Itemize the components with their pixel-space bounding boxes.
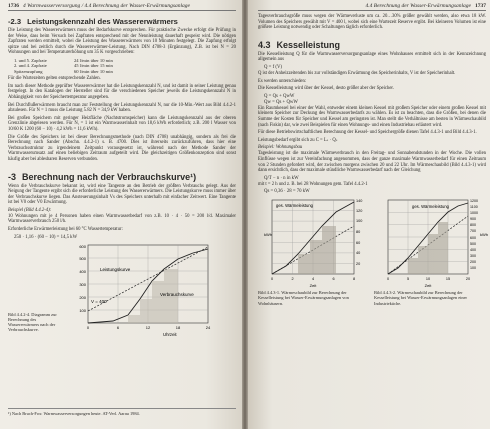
paragraph: Bei großen Speichern mit geringer Heizfläche (Nachtstromspeicher) kann die Leistungskennzahl aus der oberen Grenzlinie abgelesen werden. Für N, = 1 ist ein Warmwasserinhalt von 18,6 kWh erforderlich; z.B. 200 l Wasser von 10/60 K 1200 (60 − 10) · 4,2 kWh = 11,6 kWh). <box>8 115 236 132</box>
y-ticks <box>470 199 478 270</box>
y-axis-label: kWh <box>480 232 488 238</box>
table-row <box>14 69 236 74</box>
formula: Q = Qs + QwW <box>264 93 295 99</box>
table-cell: 60 l/min über 10 min <box>74 68 113 74</box>
x-tick: 10 <box>425 277 431 282</box>
y-tick: 300 <box>470 254 476 259</box>
y-tick: 500 <box>79 255 86 261</box>
x-ticks <box>87 325 211 330</box>
section-number: 4.3 <box>258 39 271 50</box>
right-running-head-text: 4.4 Berechnung der Wasser-Erwärmungsanlage <box>365 3 471 9</box>
figure-caption: Bild 4.4.2-4. Diagramm zur Berechnung des Wassererwärmers nach der Verbrauchskurve. <box>8 311 57 333</box>
formula: Q = f (V) <box>264 64 283 70</box>
x-tick: 15 <box>445 277 451 282</box>
paragraph: Wenn die Verbrauchskurve bekannt ist, wird eine Tangente an den Betrieb der größten Verbrauchs gelegt. Aus der Neigung der Tangente ergibt sich die erforderliche Leistung des Wassererwärmers. Die Leistungskurve muss immer über der Verbrauchskurve liegen. Das Ansteuerungsinhalt Vs des Speichers unterhalb mit einfacher Zeitwert. Eine Tangente ist bei V0 oder V0 Erwärmung. <box>8 183 236 206</box>
right-page-number: 1737 <box>475 3 486 9</box>
x-tick: 12 <box>145 324 151 330</box>
y-tick: 80 <box>356 230 361 235</box>
x-tick: 0 <box>386 277 390 282</box>
x-tick: 0 <box>270 277 274 282</box>
y-tick: 120 <box>356 209 363 214</box>
x-axis-label: Zeit <box>309 283 317 289</box>
verbrauchskurve-label: Verbrauchskurve <box>160 291 194 297</box>
x-axis-label: Uhrzeit <box>163 331 177 337</box>
y-tick: 100 <box>470 266 476 271</box>
paragraph: Bei Durchflußerwärmern braucht man zur Feststellung der Leistungskennzahl N, nur die 10-Min.-Wert aus Bild 4.4.2-1 abzulesen. Für N = 1 muss die Leistung 5.82 N = 34,9 kW haben. <box>8 102 236 114</box>
y-ticks <box>79 244 86 313</box>
section-number: -3 <box>8 171 17 182</box>
figure-caption: Bild 4.4.3-2. Wärmeschaubild zur Berechnung der Kesselleistung bei Wasser-Erwärmungsanlagen einer Industrieküche. <box>374 290 467 306</box>
y-tick: 1000 <box>470 211 478 216</box>
paragraph: Q ist der Anheizzeitenden bis zur vollständigen Erwärmung des Speicherinhalts, V ist der Speicherinhalt. <box>258 70 456 76</box>
y-tick: 100 <box>79 307 86 313</box>
y-ticks <box>356 199 362 266</box>
paragraph: mit t = 2 h und z. B. bei 28 Wohnungen gem. Tafel 4.4.2-1 <box>258 181 368 187</box>
y-tick: 800 <box>470 223 476 228</box>
x-tick: 24 <box>205 324 211 330</box>
waermeschaubild-industrie <box>372 196 488 288</box>
left-running-head <box>8 3 236 11</box>
paragraph: Die Kesselleistung Q für die Warmwasserversorgungsanlage eines Wohnhauses ermittelt sich in der Kennzeichnung allgemein aus <box>258 51 486 63</box>
formula: Qs = 0,36 · 28 = 70 kW <box>264 189 310 195</box>
figures-waermeschaubild <box>258 196 486 316</box>
y-tick: 20 <box>356 262 361 267</box>
paragraph: Für diese Betriebswirtschaftlichen Berechnung der Kessel- und Speichergröße dienen Tafel 4.4.3-1 und Bild 4.4.3-1. <box>258 130 477 136</box>
paragraph: Ein Raumkessel bei einer der Wahl, entweder einem kleinen Kessel mit großem Speicher oder einem großen Kessel mit kleinem Speicher zur Deckung des Warmwasserbedarfs zu wählen. Es ist zu beachten, dass die Größen, bei denen die Summe der Kosten für Speicher und Kessel am geringsten ist. Man stellt die Verhältnisse am besten in Wärmeschaubild (nach Fiskin) dar, wie zwei Beispielen für einen Wohnungs- und einen Industriebau erläutert wird. <box>258 105 486 128</box>
paragraph: Für die Wartezeiten gelten entsprechende Zahlen. <box>8 76 101 82</box>
section-heading-verbrauchskurve <box>8 172 236 182</box>
y-tick: 600 <box>79 243 86 249</box>
formula: Qw = Qs + QwW <box>264 99 298 105</box>
x-tick: 18 <box>175 324 181 330</box>
paragraph: Erforderliche Erwärmerleistung bei 60 °C Wassertemperatur: <box>8 227 123 233</box>
left-page <box>0 0 242 429</box>
paragraph: Tagesverbrauchsgröße muss wegen der Wärmeverluste um ca. 20…30% größer gewählt werden, also etwa 18 kW. Volumen des Speichers gewählt mit V = 400 l, wobei sich eine Wartezeit Reserve ergibt. Bei kleineren Volumen ist eine größere Leistung notwendig oder Schaltungen täglich erforderlich. <box>258 14 486 31</box>
y-tick: 500 <box>470 242 476 247</box>
verbrauchskurve-diagram <box>68 241 218 337</box>
y-tick: 600 <box>470 236 476 241</box>
table-cell: 1. und 5. Zapfrate <box>14 57 47 63</box>
x-tick: 0 <box>86 324 90 330</box>
volume-label: V = 400 <box>91 298 107 304</box>
y-tick: 700 <box>470 229 476 234</box>
table-cell: 2. und 4. Zapfrate <box>14 63 47 69</box>
x-ticks <box>387 277 470 281</box>
section-title: Kesselleistung <box>276 39 341 50</box>
paragraph: Die Leistung des Wassererwärmers muss der Bedarfskurve entsprechen. Für praktische Zwecke erfolgt die Prüfung in der Weise, dass beim Versuch bei Zapfraten entsprechend mit der Nennleistung dauerhaft gespeist wird. Die nötigen Zapfraten werden ermittelt, wobei die Leistung des Wassererwärmers von 10 Minuten festgelegt. Die Zapfung erfolgt spitze und bei zeitlich durch die Wassererwärmer-Leistung. Nach DIN 4708-3 (Ergänzung), Z.B. ist bei N = 20 Wohnungen und bei Temperaturerhöhung um 35 K vorgeschrieben: <box>8 28 236 56</box>
paragraph: Es werden unterschieden: <box>258 78 307 84</box>
paragraph: Im nach dieser Methode geprüfter Wassererwärmer hat die Leistungskennzahl N, und ist damit in seiner Leistung genau festgelegt. In den Katalogen der Hersteller sind für die verschiedenen Speicher jeweils die Leistungskennzahl N in Abhängigkeit von der Speichertemperatur angegeben. <box>8 83 236 100</box>
y-tick: 400 <box>470 248 476 253</box>
section-heading-kesselleistung <box>258 40 486 50</box>
hatched-area <box>298 226 336 274</box>
x-tick: 5 <box>406 277 410 282</box>
x-tick: 6 <box>116 324 120 330</box>
x-tick: 2 <box>291 277 294 282</box>
y-tick: 40 <box>356 251 361 256</box>
y-tick: 100 <box>356 219 363 224</box>
section-title: Berechnung nach der Verbrauchskurve¹) <box>22 171 197 182</box>
y-tick: 1100 <box>470 205 478 210</box>
zapfraten-table <box>14 58 236 74</box>
y-tick: 140 <box>356 199 363 204</box>
y-tick: 200 <box>470 260 476 265</box>
right-page <box>248 0 490 429</box>
leistungskurve-label: Leistungskurve <box>100 266 131 272</box>
example-label: Beispiel (Bild 4.4.2-4): <box>8 207 52 213</box>
x-tick: 4 <box>311 277 315 282</box>
x-tick: 8 <box>352 277 356 282</box>
waermeschaubild-wohnhaus <box>258 196 370 288</box>
x-axis-label: Zeit <box>424 283 432 289</box>
formula: Q/T − n · n in kW <box>264 175 299 181</box>
left-page-number: 1736 <box>8 3 19 9</box>
formula: 250 · 1,16 · (60 − 10) = 14,5 kW <box>14 234 78 240</box>
y-tick: 1200 <box>470 199 478 204</box>
y-axis-label: kWh <box>264 232 272 238</box>
example-label: Beispiel: Wohnungsbau <box>258 145 303 151</box>
section-number: -2.3 <box>8 17 22 26</box>
section-heading-leistungskennzahl <box>8 17 236 26</box>
left-running-head-text: 4 Warmwasserversorgung / 4.4 Berechnung der Wasser-Erwärmungsanlage <box>23 3 190 9</box>
section-title: Leistungskennzahl des Wassererwärmers <box>27 17 178 26</box>
y-tick: 900 <box>470 217 476 222</box>
figure-verbrauchskurve <box>8 241 236 345</box>
y-tick: 200 <box>79 294 86 300</box>
footnote: ¹) Nach Bruch-Fox: Warmwasserversorgungen heute. AT-Verl. Aarau 1984. <box>8 408 236 416</box>
y-tick: 300 <box>79 281 86 287</box>
paragraph: Tagesleistung ist die maximale Wärmeverbrauch in den Freitag- und Sonnabendstunden in der Woche. Die vollen Einflüsse wegen ist zur Vereinfachung angenommen, dass der ganze maximale Warmwasserbedarf für einen Zeitraum von 2 Stunden gefordert wird, der zwischen morgens zwischen 20 und 22 Uhr. Im Wärmeschaubild (Bild 4.4.3-1) wird dann ersichtlich, dass der maximale stündliche Warmwasserbedarf nach der Gleichung <box>258 151 486 174</box>
right-running-head <box>258 3 486 11</box>
table-cell: 24 l/min über 10 min <box>74 57 113 63</box>
x-ticks <box>271 277 355 281</box>
paragraph: Die Kesselleistung wird über der Kessel, desto größer aber der Speicher. <box>258 86 394 92</box>
figure-caption: Bild 4.4.3-1. Wärmeschaubild zur Berechnung der Kesselleistung bei Wasser-Erwärmungsanlagen von Wohnhäusern. <box>258 290 349 306</box>
y-tick: 400 <box>79 268 86 274</box>
paragraph: 10 Wohnungen mit je 4 Personen haben einen Warmwasserbedarf von z.B. 10 · 4 · 50 = 200 l/d. Maximaler Warmwasserverbrauch 250 l/h. <box>8 213 236 225</box>
table-cell: 45 l/min über 15 min <box>74 63 113 69</box>
y-tick: 60 <box>356 241 361 246</box>
curve-label: ges. Wärmeleistung <box>276 203 314 209</box>
x-tick: 6 <box>332 277 335 282</box>
paragraph: Die Größe des Speichers ist bei dieser Berechnungsmethode (nach DIN 4708) unabhängig, sondern als frei die Berechnung nach Sander (Abschn. 4.4.2-1) s. B. 4700. Dies ist ihrerseits zurückzuführen, dass hier eine Verbrauchsstruktur zu irgendeinem Zeitpunkt vorausgesetzt ist, während nach der Methode Sander der Warmwasserumsatz auf einen beliebigen Zeitraum aufgeteilt wird. Die gleichzeitigen Größenkonzeption sind sonst häufig aber bei ablesbaren Reserven verbunden. <box>8 134 236 162</box>
curve-label: ges. Wärmeleistung <box>412 204 450 210</box>
paragraph: Leistungsbedarf ergibt sich zu C = Lₛ · Qₛ <box>258 137 338 143</box>
table-cell: Spitzenzapfung <box>14 68 43 74</box>
x-tick: 20 <box>465 277 471 282</box>
